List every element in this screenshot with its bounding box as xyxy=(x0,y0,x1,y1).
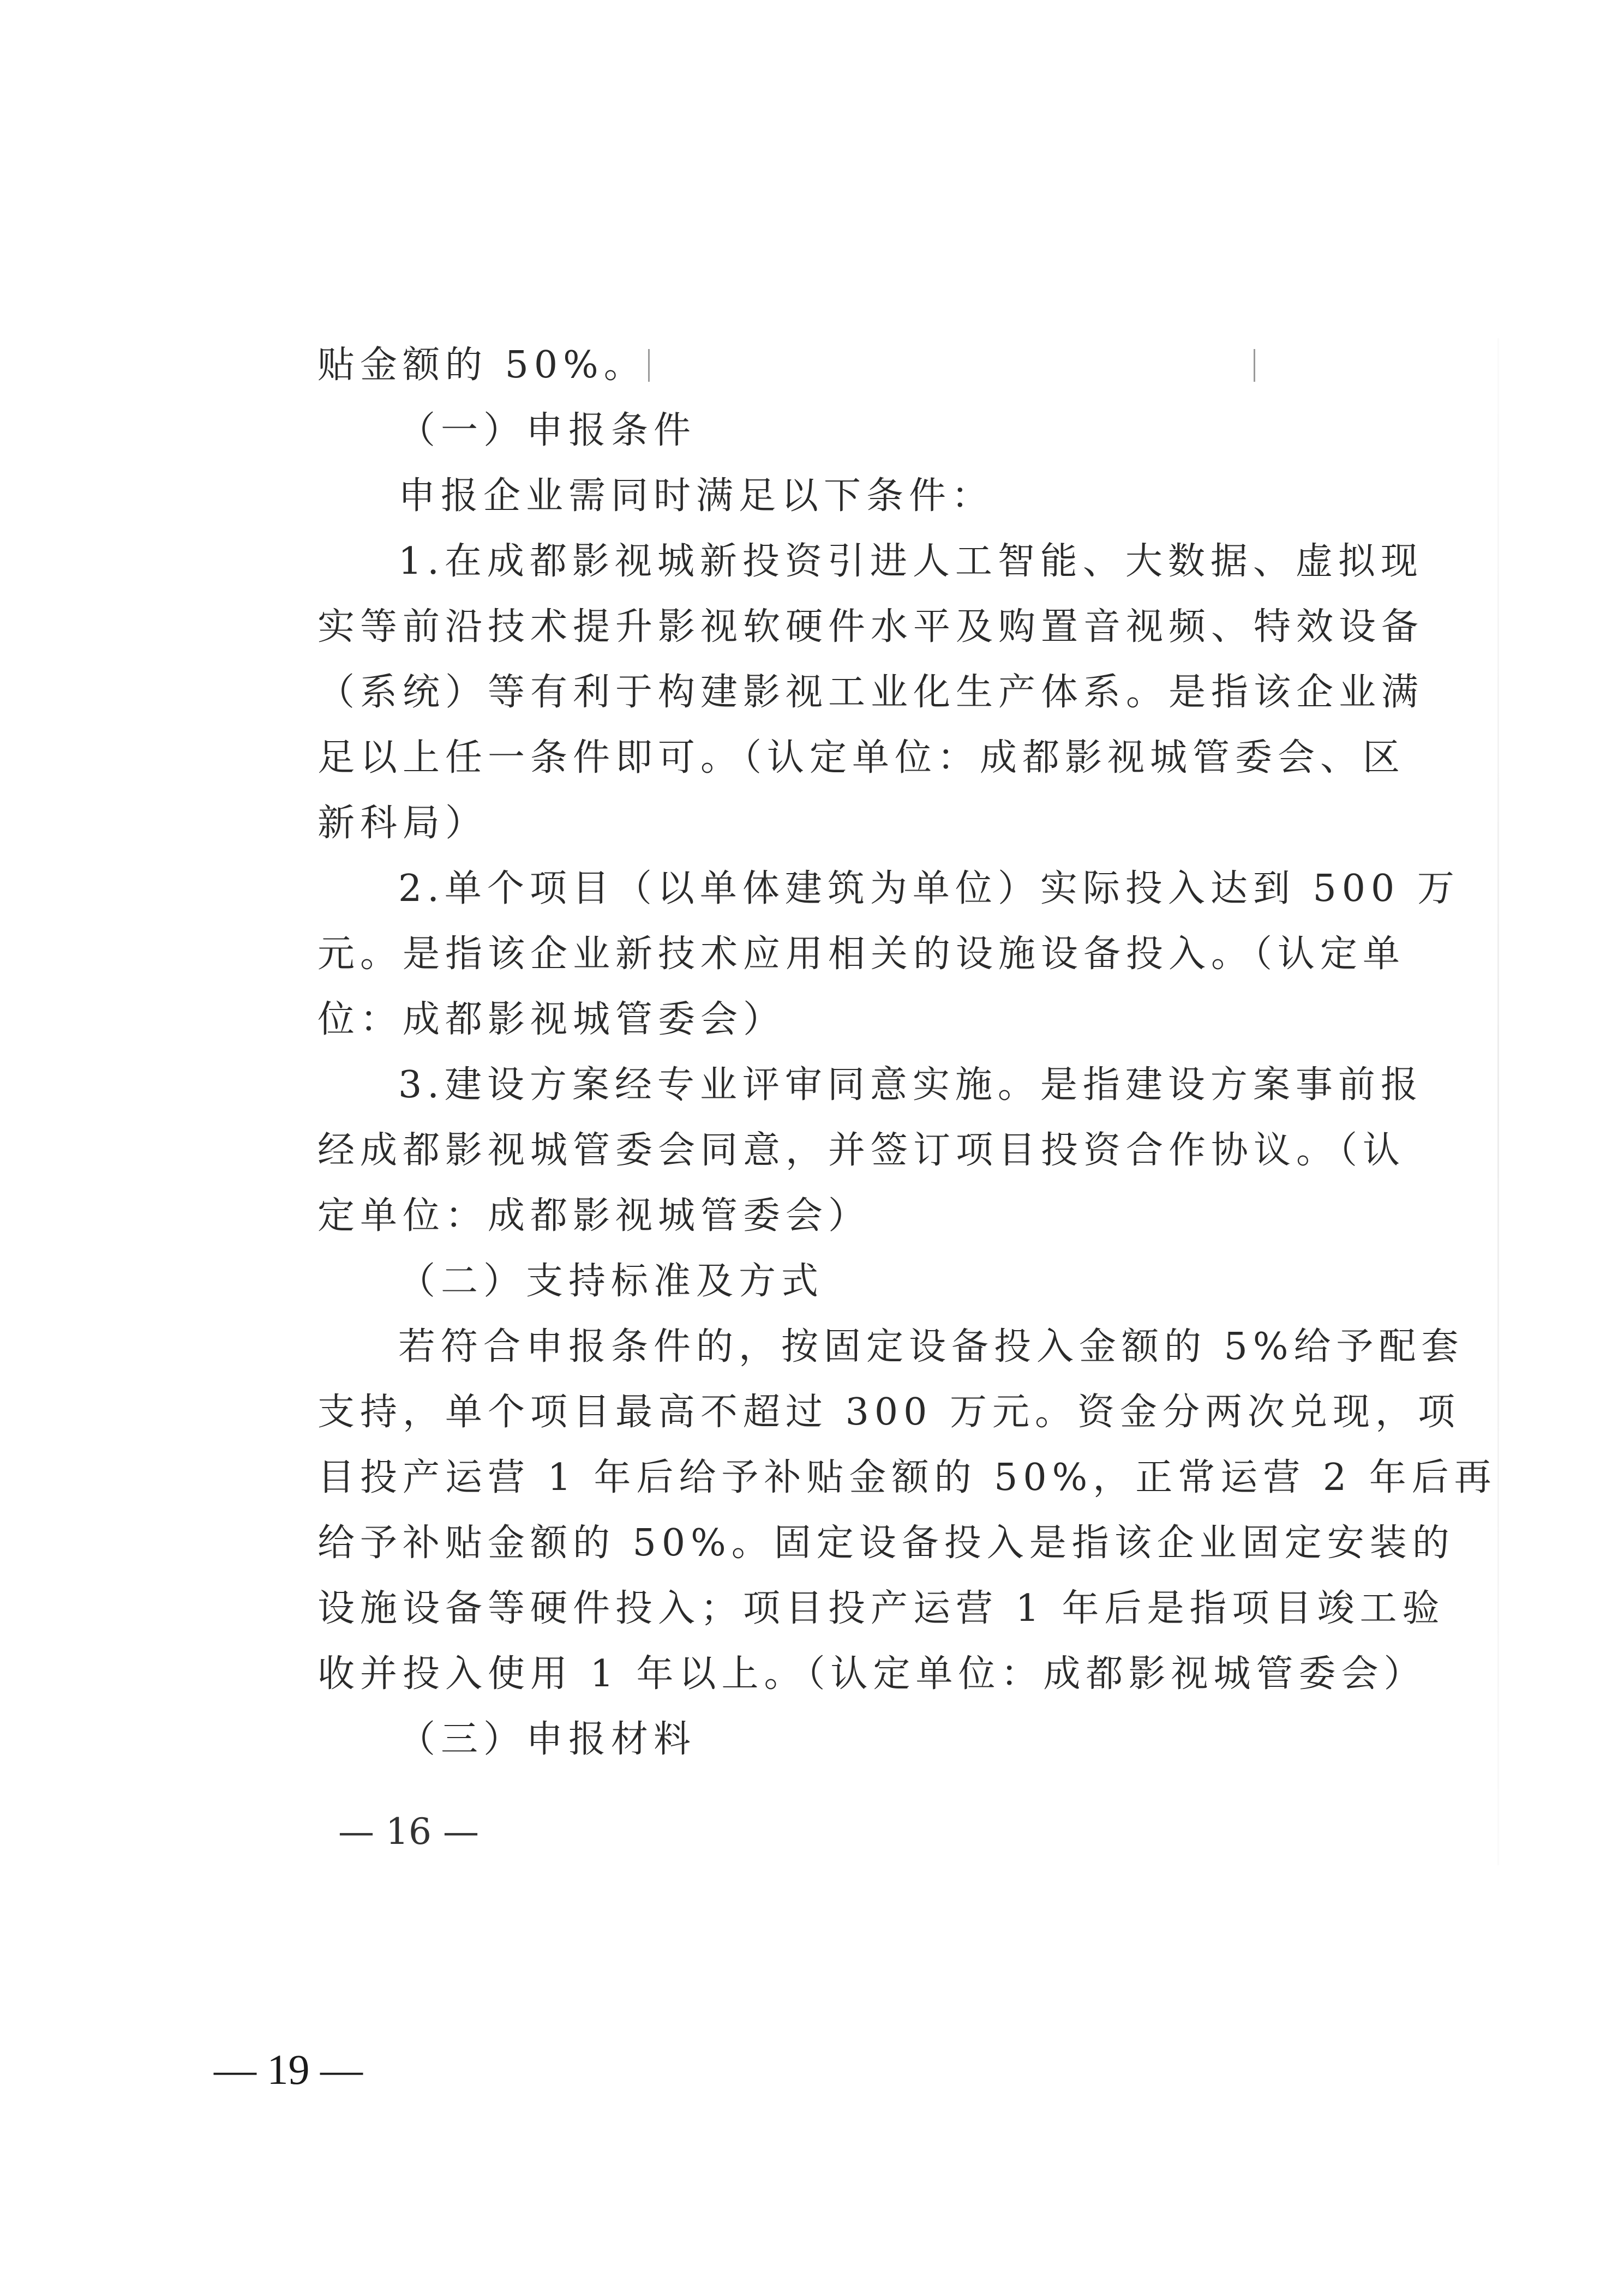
paragraph-line: 目投产运营 1 年后给予补贴金额的 50%，正常运营 2 年后再 xyxy=(317,1456,1497,1499)
paragraph-line: 收并投入使用 1 年以上。（认定单位：成都影视城管委会） xyxy=(317,1652,1427,1696)
paragraph-line: 设施设备等硬件投入；项目投产运营 1 年后是指项目竣工验 xyxy=(317,1587,1445,1630)
paragraph-line: 实等前沿技术提升影视软硬件水平及购置音视频、特效设备 xyxy=(317,605,1424,648)
paragraph-line: （系统）等有利于构建影视工业化生产体系。是指该企业满 xyxy=(317,671,1424,714)
paragraph-line: 申报企业需同时满足以下条件： xyxy=(398,474,994,518)
paragraph-line: 定单位：成都影视城管委会） xyxy=(317,1194,871,1237)
paragraph-line: 1.在成都影视城新投资引进人工智能、大数据、虚拟现 xyxy=(398,540,1423,583)
paragraph-line: 3.建设方案经专业评审同意实施。是指建设方案事前报 xyxy=(398,1063,1423,1107)
paragraph-line: 新科局） xyxy=(317,802,488,845)
paragraph-line: 经成都影视城管委会同意，并签订项目投资合作协议。（认 xyxy=(317,1129,1406,1172)
paragraph-line: 元。是指该企业新技术应用相关的设施设备投入。（认定单 xyxy=(317,933,1406,976)
section-heading: （一）申报条件 xyxy=(398,409,697,452)
section-heading: （二）支持标准及方式 xyxy=(398,1260,824,1303)
paragraph-line: 若符合申报条件的，按固定设备投入金额的 5%给予配套 xyxy=(398,1325,1464,1368)
paragraph-line: 贴金额的 50%。 xyxy=(317,344,646,387)
outer-page-number: — 19 — xyxy=(214,2046,363,2093)
section-heading: （三）申报材料 xyxy=(398,1718,697,1761)
paragraph-line: 支持，单个项目最高不超过 300 万元。资金分两次兑现，项 xyxy=(317,1391,1461,1434)
paragraph-line: 足以上任一条件即可。（认定单位：成都影视城管委会、区 xyxy=(317,736,1406,779)
body-text xyxy=(317,333,1497,1772)
paragraph-line: 2.单个项目（以单体建筑为单位）实际投入达到 500 万 xyxy=(398,867,1460,910)
scan-edge xyxy=(1497,338,1499,1865)
paragraph-line: 给予补贴金额的 50%。固定设备投入是指该企业固定安装的 xyxy=(317,1522,1455,1565)
paragraph-line: 位：成都影视城管委会） xyxy=(317,998,786,1041)
inner-page-number: — 16 — xyxy=(338,1811,479,1853)
